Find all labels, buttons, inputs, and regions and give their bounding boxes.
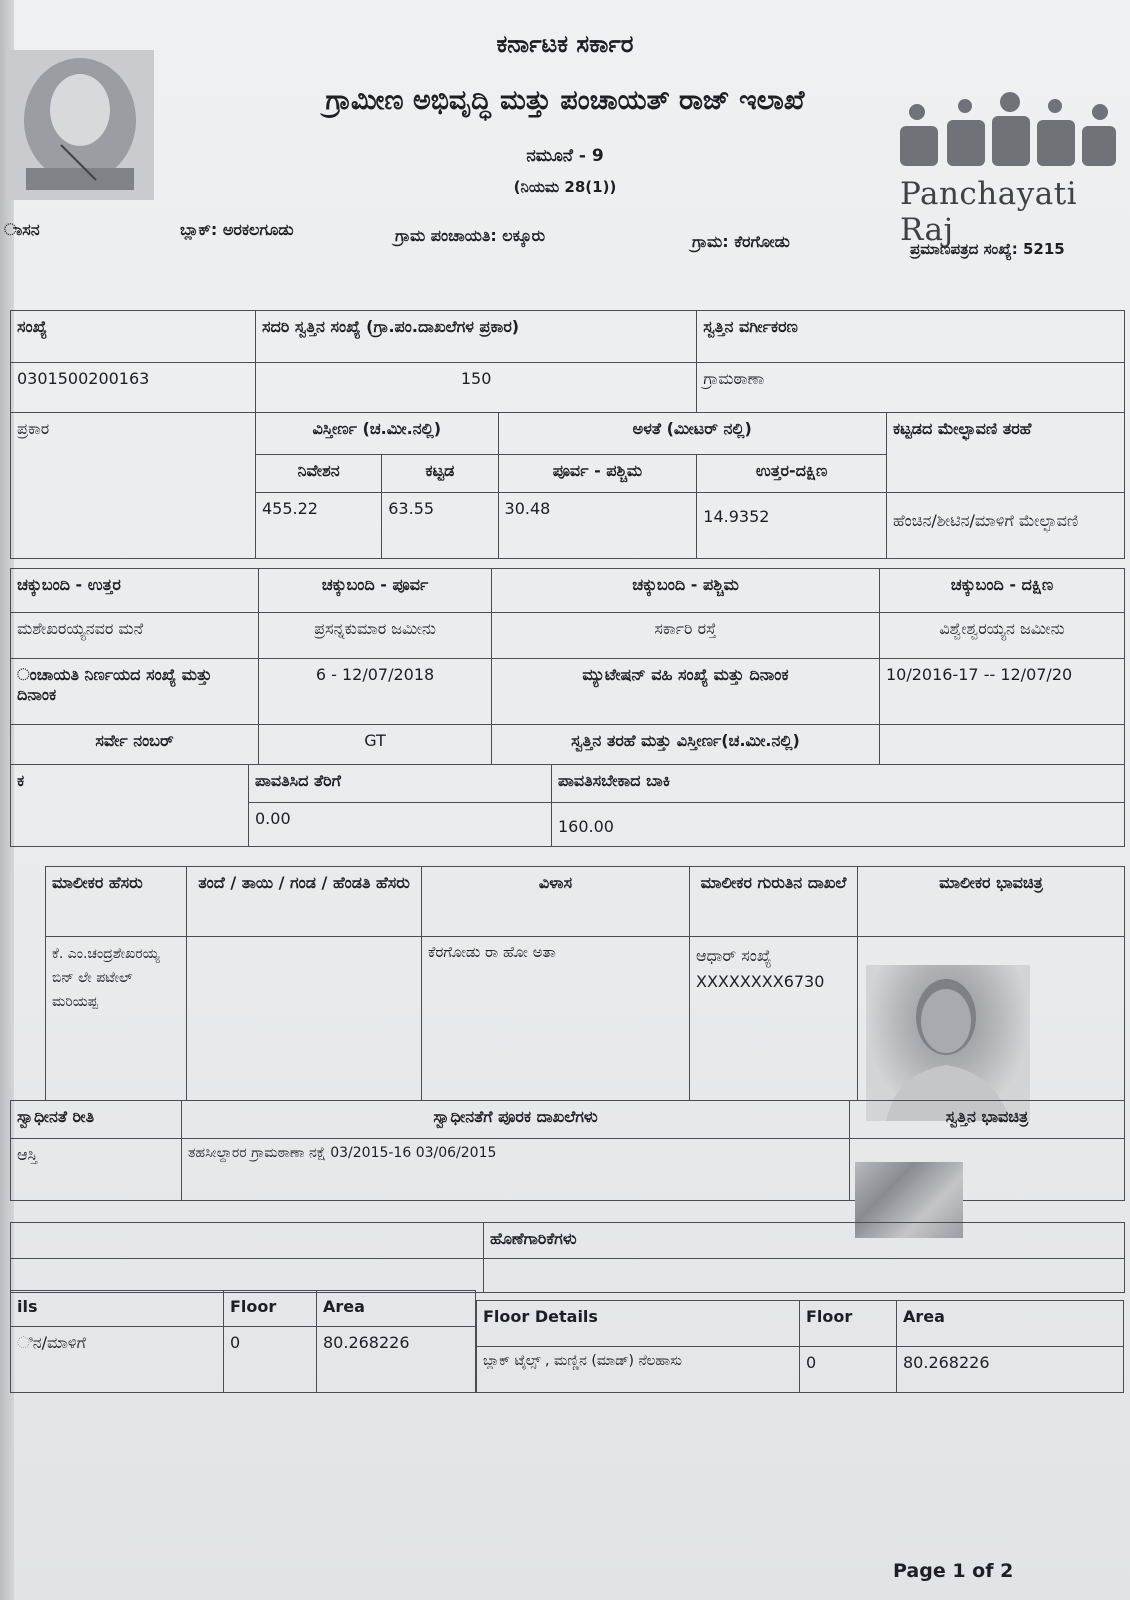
h-boundary-west: ಚಕ್ಕುಬಂದಿ - ಪಶ್ಚಿಮ bbox=[492, 569, 880, 613]
h-tax-due: ಪಾವತಿಸಬೇಕಾದ ಬಾಕಿ bbox=[552, 765, 1125, 803]
h-building: ಕಟ್ಟಡ bbox=[382, 455, 498, 493]
h-owner-name: ಮಾಲೀಕರ ಹೆಸರು bbox=[46, 867, 187, 937]
owner-photo bbox=[866, 965, 1030, 1121]
h-relation-name: ತಂದೆ / ತಾಯಿ / ಗಂಡ / ಹೆಂಡತಿ ಹೆಸರು bbox=[187, 867, 422, 937]
h-property-photo: ಸ್ವತ್ತಿನ ಭಾವಚಿತ್ರ bbox=[850, 1101, 1125, 1139]
h-boundary-east: ಚಕ್ಕುಬಂದಿ - ಪೂರ್ವ bbox=[259, 569, 492, 613]
h-floor-details-right: Floor Details bbox=[477, 1301, 800, 1347]
village-name: ಗ್ರಾಮ: ಕೆರಗೋಡು bbox=[692, 232, 790, 251]
h-property-type: ಪ್ರಕಾರ bbox=[11, 413, 256, 559]
h-area-right: Area bbox=[897, 1301, 1124, 1347]
owner-name: ಕೆ. ಎಂ.ಚಂದ್ರಶೇಖರಯ್ಯ ಬಿನ್ ಲೇ ಪಟೇಲ್ ಮರಿಯಪ್ಪ bbox=[46, 937, 187, 1101]
area-right: 80.268226 bbox=[897, 1347, 1124, 1393]
h-address: ವಿಳಾಸ bbox=[422, 867, 690, 937]
h-boundary-south: ಚಕ್ಕುಬಂದಿ - ದಕ್ಷಿಣ bbox=[880, 569, 1125, 613]
h-floor-details-left: ils bbox=[11, 1291, 224, 1327]
gram-panchayat-name: ಗ್ರಾಮ ಪಂಚಾಯತಿ: ಲಕ್ಕೂರು bbox=[395, 226, 546, 245]
owner-address: ಕೆರಗೋಡು ರಾ ಹೋ ಅತಾ bbox=[422, 937, 690, 1101]
h-ownership-mode: ಸ್ವಾಧೀನತೆ ರೀತಿ bbox=[11, 1101, 182, 1139]
h-floor-left: Floor bbox=[224, 1291, 317, 1327]
h-area-left: Area bbox=[317, 1291, 476, 1327]
h-site: ನಿವೇಶನ bbox=[255, 455, 381, 493]
boundary-west: ಸರ್ಕಾರಿ ರಸ್ತೆ bbox=[492, 613, 880, 659]
floors-left-table bbox=[10, 1290, 476, 1393]
property-type-area bbox=[880, 725, 1125, 765]
h-owner-photo: ಮಾಲೀಕರ ಭಾವಚಿತ್ರ bbox=[858, 867, 1125, 937]
h-tax: ಕ bbox=[11, 765, 249, 847]
owner-id-cell bbox=[690, 937, 858, 1101]
h-dimensions: ಅಳತೆ (ಮೀಟರ್ ನಲ್ಲಿ) bbox=[498, 413, 886, 455]
relation-name bbox=[187, 937, 422, 1101]
north-south-length: 14.9352 bbox=[697, 493, 887, 559]
area-left: 80.268226 bbox=[317, 1327, 476, 1393]
property-id: 0301500200163 bbox=[11, 363, 256, 413]
h-survey-number: ಸರ್ವೇ ನಂಬರ್ bbox=[11, 725, 259, 765]
h-property-number: ಸದರಿ ಸ್ವತ್ತಿನ ಸಂಖ್ಯೆ (ಗ್ರಾ.ಪಂ.ದಾಖಲೆಗಳ ಪ್ರಕಾರ) bbox=[255, 311, 696, 363]
h-property-type-area: ಸ್ವತ್ತಿನ ತರಹೆ ಮತ್ತು ವಿಸ್ತೀರ್ಣ(ಚ.ಮೀ.ನಲ್ಲಿ) bbox=[492, 725, 880, 765]
floors-right-table bbox=[476, 1300, 1124, 1393]
liabilities-table bbox=[10, 1222, 1125, 1293]
h-liabilities: ಹೊಣೆಗಾರಿಕೆಗಳು bbox=[484, 1223, 1125, 1259]
boundaries-table bbox=[10, 568, 1125, 765]
floor-right: 0 bbox=[800, 1347, 897, 1393]
boundary-east: ಪ್ರಸನ್ನಕುಮಾರ ಜಮೀನು bbox=[259, 613, 492, 659]
liabilities-value bbox=[484, 1259, 1125, 1293]
h-tax-paid: ಪಾವತಿಸಿದ ತೆರಿಗೆ bbox=[249, 765, 552, 803]
h-area: ವಿಸ್ತೀರ್ಣ (ಚ.ಮೀ.ನಲ್ಲಿ) bbox=[255, 413, 498, 455]
gp-resolution: 6 - 12/07/2018 bbox=[259, 659, 492, 725]
certificate-number: ಪ್ರಮಾಣಪತ್ರದ ಸಂಖ್ಯೆ: 5215 bbox=[910, 240, 1065, 258]
tax-paid: 0.00 bbox=[249, 803, 552, 847]
panchayati-raj-logo-text: Panchayati Raj bbox=[900, 176, 1078, 248]
floor-details-right: ಬ್ಲಾಕ್ ಟೈಲ್ಸ್ , ಮಣ್ಣಿನ (ಮಾಡ್) ನೆಲಹಾಸು bbox=[477, 1347, 800, 1393]
rule-number: (ನಿಯಮ 28(1)) bbox=[513, 178, 617, 196]
h-roof-type: ಕಟ್ಟಡದ ಮೇಲ್ಛಾವಣಿ ತರಹೆ bbox=[886, 413, 1124, 493]
owner-id-label: ಆಧಾರ್ ಸಂಖ್ಯೆ bbox=[696, 946, 772, 965]
h-property-id: ಸಂಖ್ಯೆ bbox=[11, 311, 256, 363]
department-title: ಗ್ರಾಮೀಣ ಅಭಿವೃದ್ಧಿ ಮತ್ತು ಪಂಚಾಯತ್ ರಾಜ್ ಇಲಾಖೆ bbox=[325, 85, 805, 116]
east-west-length: 30.48 bbox=[498, 493, 697, 559]
floor-left: 0 bbox=[224, 1327, 317, 1393]
mutation: 10/2016-17 -- 12/07/20 bbox=[880, 659, 1125, 725]
survey-number: GT bbox=[259, 725, 492, 765]
h-owner-id: ಮಾಲೀಕರ ಗುರುತಿನ ದಾಖಲೆ bbox=[690, 867, 858, 937]
boundary-south: ವಿಶ್ವೇಶ್ವರಯ್ಯನ ಜಮೀನು bbox=[880, 613, 1125, 659]
h-mutation: ಮ್ಯುಟೇಷನ್ ವಹಿ ಸಂಖ್ಯೆ ಮತ್ತು ದಿನಾಂಕ bbox=[492, 659, 880, 725]
h-property-class: ಸ್ವತ್ತಿನ ವರ್ಗೀಕರಣ bbox=[697, 311, 1125, 363]
district-cut: ಾಸನ bbox=[4, 220, 40, 239]
building-area: 63.55 bbox=[382, 493, 498, 559]
block-name: ಬ್ಲಾಕ್: ಅರಕಲಗೂಡು bbox=[180, 220, 294, 239]
site-area: 455.22 bbox=[255, 493, 381, 559]
government-title: ಕರ್ನಾಟಕ ಸರ್ಕಾರ bbox=[496, 30, 634, 58]
boundary-north: ಮಶೇಖರಯ್ಯನವರ ಮನೆ bbox=[11, 613, 259, 659]
property-class: ಗ್ರಾಮಠಾಣಾ bbox=[697, 363, 1125, 413]
property-table bbox=[10, 310, 1125, 559]
roof-type: ಹೆಂಚಿನ/ಶೀಟಿನ/ಮಾಳಿಗೆ ಮೇಲ್ಛಾವಣಿ bbox=[886, 493, 1124, 559]
liabilities-left-value bbox=[11, 1259, 484, 1293]
form-number: ನಮೂನೆ - 9 bbox=[526, 146, 604, 166]
ownership-docs: ತಹಸೀಲ್ದಾರರ ಗ್ರಾಮಠಾಣಾ ನಕ್ಷೆ 03/2015-16 03/06/2015 bbox=[182, 1139, 850, 1201]
h-north-south: ಉತ್ತರ-ದಕ್ಷಿಣ bbox=[697, 455, 887, 493]
h-boundary-north: ಚಕ್ಕುಬಂದಿ - ಉತ್ತರ bbox=[11, 569, 259, 613]
ownership-mode: ಆಸ್ತಿ bbox=[11, 1139, 182, 1201]
h-gp-resolution: ಂಚಾಯತಿ ನಿರ್ಣಯದ ಸಂಖ್ಯೆ ಮತ್ತು ದಿನಾಂಕ bbox=[11, 659, 259, 725]
liabilities-left bbox=[11, 1223, 484, 1259]
h-east-west: ಪೂರ್ವ - ಪಶ್ಚಿಮ bbox=[498, 455, 697, 493]
tax-due: 160.00 bbox=[552, 803, 1125, 847]
property-number: 150 bbox=[255, 363, 696, 413]
page-number: Page 1 of 2 bbox=[893, 1560, 1014, 1582]
tax-table bbox=[10, 764, 1125, 847]
h-floor-right: Floor bbox=[800, 1301, 897, 1347]
owner-id-value: XXXXXXXX6730 bbox=[696, 971, 825, 991]
floor-details-left: ಿನ/ಮಾಳಿಗೆ bbox=[11, 1327, 224, 1393]
h-ownership-docs: ಸ್ವಾಧೀನತೆಗೆ ಪೂರಕ ದಾಖಲೆಗಳು bbox=[182, 1101, 850, 1139]
